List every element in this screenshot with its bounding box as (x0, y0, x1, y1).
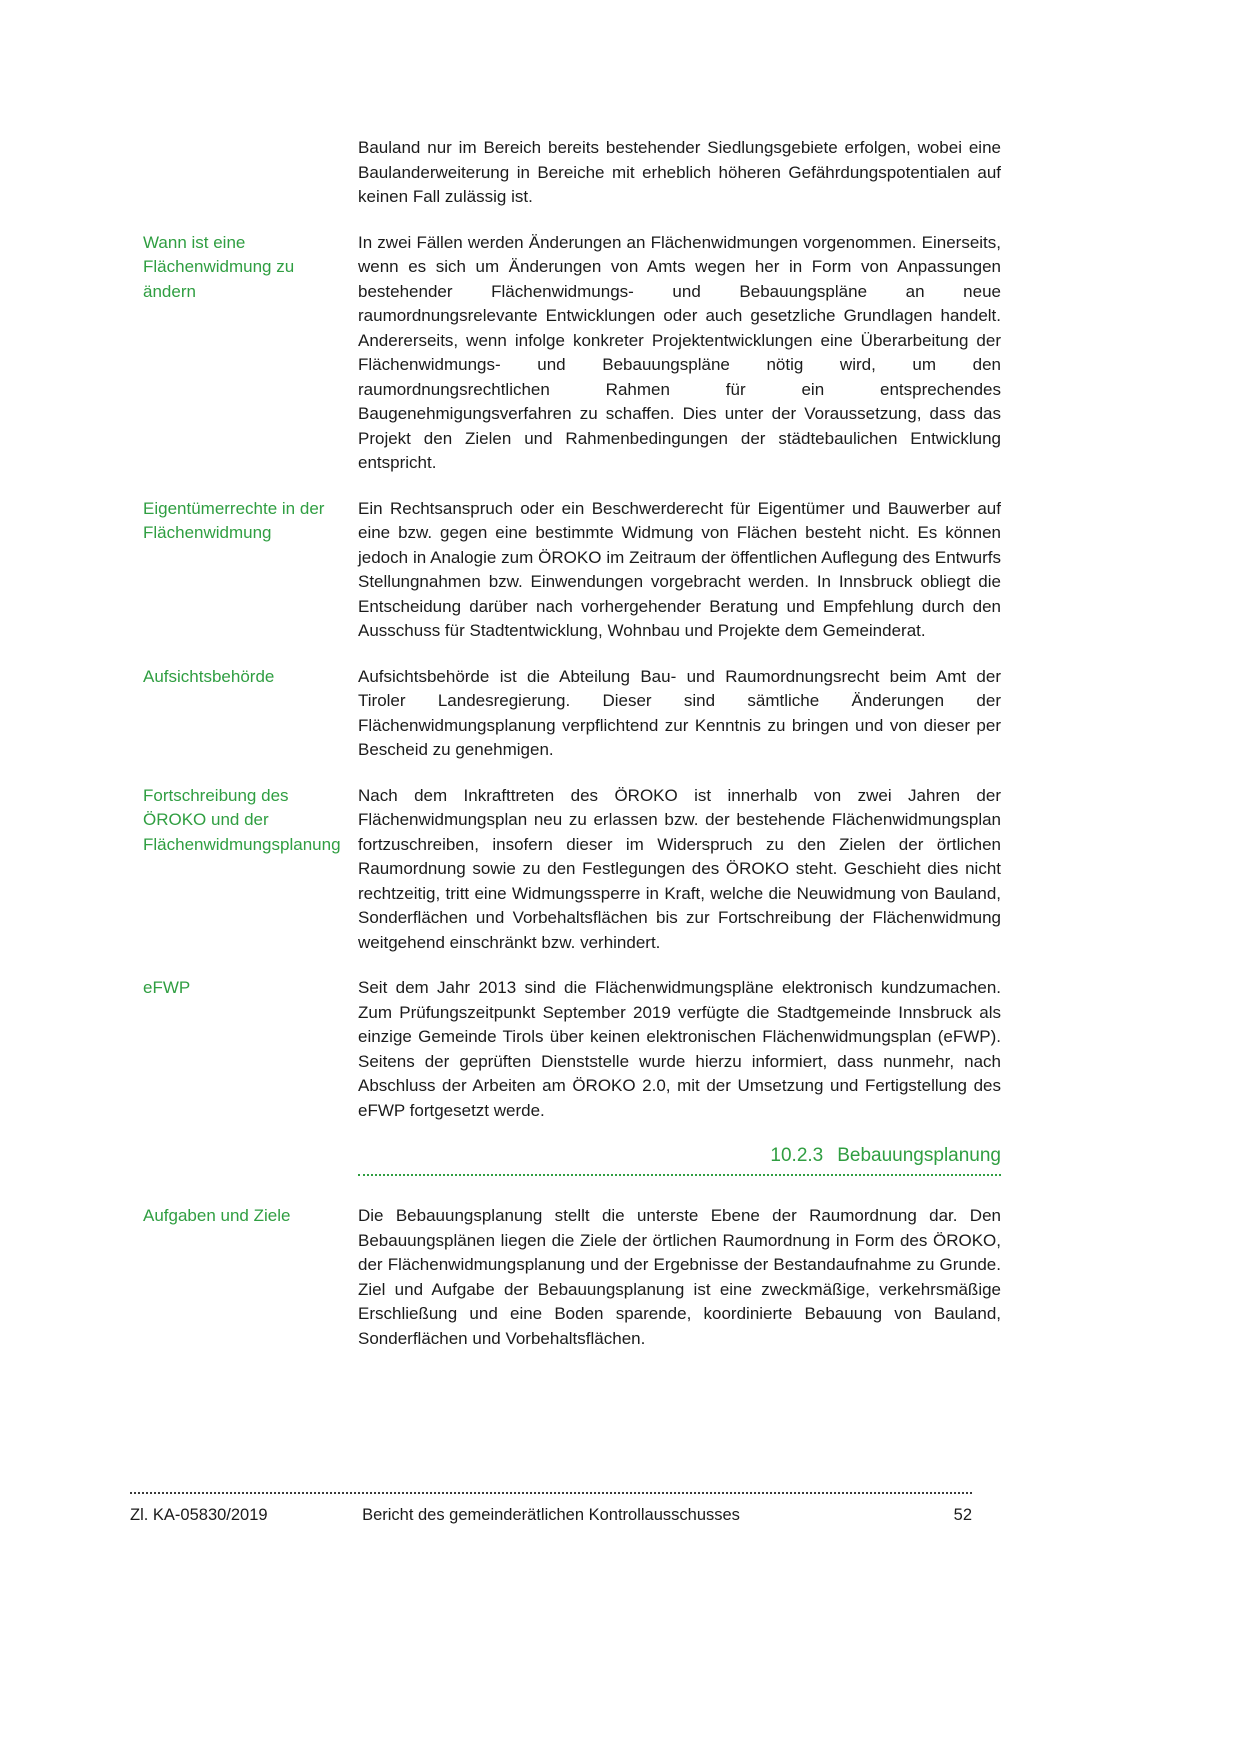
margin-label: eFWP (143, 978, 191, 997)
footer-divider (130, 1492, 972, 1494)
section-wann-ist-eine-flaechenwidmung-zu-aendern (143, 231, 1001, 476)
page-footer (130, 1492, 972, 1525)
section-fortschreibung (143, 784, 1001, 956)
body-paragraph: Ein Rechtsanspruch oder ein Beschwerderecht für Eigentümer und Bauwerber auf eine bzw. gegen eine bestimmte Widmung von Flächen besteht nicht. Es können jedoch in Analogie zum ÖROKO im Zeitraum der öffentlichen Auflegung des Entwurfs Stellungnahmen bzw. Einwendungen vorgebracht werden. In Innsbruck obliegt die Entscheidung darüber nach vorhergehender Beratung und Empfehlung durch den Ausschuss für Stadtentwicklung, Wohnbau und Projekte dem Gemeinderat. (358, 498, 1001, 640)
section-aufgaben-und-ziele (143, 1204, 1001, 1351)
body-paragraph: Seit dem Jahr 2013 sind die Flächenwidmungspläne elektronisch kundzumachen. Zum Prüfungszeitpunkt September 2019 verfügte die Stadtgemeinde Innsbruck als einzige Gemeinde Tirols über keinen elektronischen Flächenwidmungsplan (eFWP). Seitens der geprüften Dienststelle wurde hierzu informiert, dass nunmehr, nach Abschluss der Arbeiten am ÖROKO 2.0, mit der Umsetzung und Fertigstellung des eFWP fortgesetzt werde. (358, 978, 1001, 1120)
footer-reference-number: Zl. KA-05830/2019 (130, 1506, 268, 1524)
section-efwp (143, 976, 1001, 1123)
body-paragraph: Aufsichtsbehörde ist die Abteilung Bau- und Raumordnungsrecht beim Amt der Tiroler Landesregierung. Dieser sind sämtliche Änderungen der Flächenwidmungsplanung verpflichtend zur Kenntnis zu bringen und von dieser per Bescheid zu genehmigen. (358, 666, 1001, 759)
section-heading-row (143, 1144, 1001, 1176)
page-content (143, 136, 1001, 1372)
footer-page-number: 52 (953, 1506, 972, 1524)
section-heading-number: 10.2.3 (770, 1145, 824, 1166)
body-paragraph: In zwei Fällen werden Änderungen an Flächenwidmungen vorgenommen. Einerseits, wenn es sich um Änderungen von Amts wegen her in Form von Anpassungen bestehender Flächenwidmungs- und Bebauungspläne an neue raumordnungsrelevante Entwicklungen oder auch gesetzliche Grundlagen handelt. Andererseits, wenn infolge konkreter Projektentwicklungen eine Überarbeitung der Flächenwidmungs- und Bebauungspläne nötig wird, um den raumordnungsrechtlichen Rahmen für ein entsprechendes Baugenehmigungsverfahren zu schaffen. Dies unter der Voraussetzung, dass das Projekt den Zielen und Rahmenbedingungen der städtebaulichen Entwicklung entspricht. (358, 232, 1001, 472)
margin-label (143, 136, 358, 210)
section-eigentuemerrechte (143, 497, 1001, 644)
section-aufsichtsbehoerde (143, 665, 1001, 763)
body-paragraph: Bauland nur im Bereich bereits bestehender Siedlungsgebiete erfolgen, wobei eine Baulanderweiterung in Bereiche mit erheblich höheren Gefährdungspotentialen auf keinen Fall zulässig ist. (358, 138, 1001, 206)
section-heading-title: Bebauungsplanung (837, 1145, 1001, 1166)
section-heading-rule (358, 1144, 1001, 1176)
section-heading (358, 1144, 1001, 1168)
footer-report-title: Bericht des gemeinderätlichen Kontrollausschusses (362, 1506, 740, 1524)
margin-label-empty (143, 1144, 358, 1176)
margin-label: Wann ist eine Flächenwidmung zu ändern (143, 232, 295, 301)
margin-label: Aufgaben und Ziele (143, 1206, 291, 1225)
margin-label: Eigentümerrechte in der Flächenwidmung (143, 498, 325, 542)
body-paragraph: Nach dem Inkrafttreten des ÖROKO ist innerhalb von zwei Jahren der Flächenwidmungsplan neu zu erlassen bzw. der bestehende Flächenwidmungsplan fortzuschreiben, insofern dieser im Widerspruch zu den Zielen der örtlichen Raumordnung sowie zu den Festlegungen des ÖROKO steht. Geschieht dies nicht rechtzeitig, tritt eine Widmungssperre in Kraft, welche die Neuwidmung von Bauland, Sonderflächen und Vorbehaltsflächen bis zur Fortschreibung der Flächenwidmung weitgehend einschränkt bzw. verhindert. (358, 785, 1001, 952)
margin-label: Fortschreibung des ÖROKO und der Flächenwidmungsplanung (143, 785, 341, 854)
body-paragraph: Die Bebauungsplanung stellt die unterste Ebene der Raumordnung dar. Den Bebauungsplänen liegen die Ziele der örtlichen Raumordnung in Form des ÖROKO, der Flächenwidmungsplanung und der Ergebnisse der Bestandaufnahme zu Grunde. Ziel und Aufgabe der Bebauungsplanung ist eine zweckmäßige, verkehrsmäßige Erschließung und eine Boden sparende, koordinierte Bebauung von Bauland, Sonderflächen und Vorbehaltsflächen. (358, 1206, 1001, 1348)
intro-section (143, 136, 1001, 210)
footer-texts (130, 1505, 972, 1525)
margin-label: Aufsichtsbehörde (143, 666, 275, 686)
